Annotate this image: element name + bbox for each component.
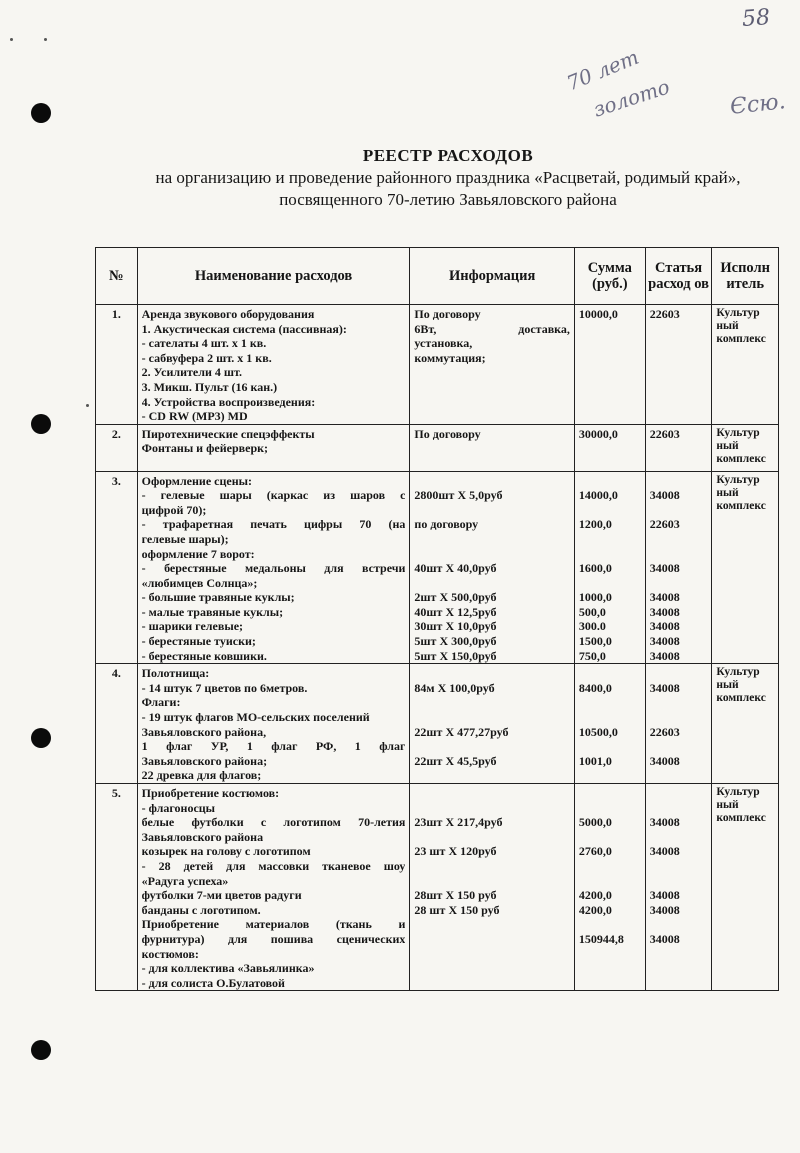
article-line bbox=[650, 380, 708, 395]
handwritten-page-number: 58 bbox=[741, 5, 771, 32]
sum-line bbox=[579, 576, 641, 591]
name-line: костюмов: bbox=[141, 946, 199, 961]
punch-hole bbox=[31, 414, 51, 434]
info-line: 2800шт Х 5,0руб bbox=[414, 488, 503, 503]
document-subtitle: посвященного 70-летию Завьяловского района bbox=[279, 190, 617, 209]
sum-line: 30000,0 bbox=[578, 426, 618, 441]
sum-line bbox=[579, 474, 641, 489]
row-number: 4. bbox=[96, 664, 138, 784]
info-line bbox=[414, 547, 570, 562]
sum-line: 4200,0 bbox=[578, 902, 612, 917]
info-line: 5шт Х 150,0руб bbox=[414, 648, 497, 663]
article-line bbox=[650, 695, 708, 710]
info-line bbox=[414, 395, 570, 410]
article-line: 34008 bbox=[649, 648, 680, 663]
info-line: 28 шт Х 150 руб bbox=[414, 902, 500, 917]
cell-name bbox=[137, 305, 410, 425]
sum-line bbox=[579, 503, 641, 518]
cell-info bbox=[410, 471, 575, 664]
article-line: 34008 bbox=[649, 844, 680, 859]
scan-speck bbox=[44, 38, 47, 41]
name-line: 4. Устройства воспроизведения: bbox=[141, 394, 316, 409]
article-line bbox=[650, 503, 708, 518]
info-line bbox=[414, 976, 570, 991]
article-line bbox=[650, 768, 708, 783]
sum-line bbox=[579, 336, 641, 351]
info-line bbox=[414, 801, 570, 816]
expense-register-table bbox=[95, 247, 779, 991]
sum-line bbox=[579, 917, 641, 932]
info-line: 40шт Х 40,0руб bbox=[414, 561, 497, 576]
sum-line bbox=[579, 859, 641, 874]
info-line: 23шт Х 217,4руб bbox=[414, 815, 503, 830]
article-line bbox=[650, 351, 708, 366]
article-line: 34008 bbox=[649, 590, 680, 605]
row-number: 5. bbox=[96, 784, 138, 991]
name-line: 3. Микш. Пульт (16 кан.) bbox=[141, 379, 278, 394]
cell-name bbox=[137, 471, 410, 664]
article-line: 34008 bbox=[649, 488, 680, 503]
sum-line: 10000,0 bbox=[578, 307, 618, 321]
info-line bbox=[414, 409, 570, 424]
table-row bbox=[96, 424, 779, 471]
cell-sum bbox=[574, 784, 645, 991]
article-line: 34008 bbox=[649, 604, 680, 619]
info-line bbox=[414, 474, 570, 489]
name-line: Фонтаны и фейерверк; bbox=[141, 441, 269, 456]
info-line bbox=[414, 666, 570, 681]
article-line bbox=[650, 859, 708, 874]
name-line: - сабвуфера 2 шт. х 1 кв. bbox=[141, 350, 272, 365]
info-line bbox=[414, 961, 570, 976]
article-line bbox=[650, 830, 708, 845]
name-line: - трафаретная печать цифры 70 (на bbox=[141, 517, 406, 532]
sum-line: 10500,0 bbox=[578, 724, 618, 739]
info-line bbox=[414, 830, 570, 845]
info-line: 2шт Х 500,0руб bbox=[414, 590, 497, 605]
cell-article bbox=[645, 784, 712, 991]
name-line: - берестяные ковшики. bbox=[141, 648, 267, 663]
sum-line: 750,0 bbox=[578, 648, 606, 663]
sum-line bbox=[579, 322, 641, 337]
name-line: Оформление сцены: bbox=[141, 473, 253, 488]
cell-info bbox=[410, 664, 575, 784]
row-number: 3. bbox=[96, 471, 138, 664]
info-line bbox=[414, 859, 570, 874]
sum-line: 1600,0 bbox=[578, 561, 612, 576]
name-line: - флагоносцы bbox=[141, 800, 216, 815]
name-line: «любимцев Солнца»; bbox=[141, 575, 258, 590]
info-line: 5шт Х 300,0руб bbox=[414, 634, 497, 649]
article-line: 34008 bbox=[649, 753, 680, 768]
name-line: Аренда звукового оборудования bbox=[141, 307, 315, 321]
name-line: - 19 штук флагов МО-сельских поселений bbox=[141, 710, 370, 725]
article-line bbox=[650, 801, 708, 816]
sum-line: 500,0 bbox=[578, 604, 606, 619]
name-line: Завьяловского района, bbox=[141, 724, 267, 739]
cell-executor: Культур ный комплекс bbox=[712, 664, 779, 784]
sum-line: 4200,0 bbox=[578, 888, 612, 903]
info-line: установка, bbox=[414, 336, 473, 351]
sum-line bbox=[579, 441, 641, 456]
info-line bbox=[414, 739, 570, 754]
name-line: - для коллектива «Завьялинка» bbox=[141, 961, 315, 976]
name-line: Приобретение костюмов: bbox=[141, 786, 280, 800]
name-line: 2. Усилители 4 шт. bbox=[141, 365, 243, 380]
sum-line bbox=[579, 768, 641, 783]
punch-hole bbox=[31, 1040, 51, 1060]
column-header-info: Информация bbox=[410, 248, 575, 305]
article-line bbox=[650, 666, 708, 681]
info-line bbox=[414, 932, 570, 947]
article-line bbox=[650, 786, 708, 801]
info-line bbox=[414, 365, 570, 380]
sum-line bbox=[579, 801, 641, 816]
sum-line: 1500,0 bbox=[578, 634, 612, 649]
name-line: Завьяловского района bbox=[141, 829, 264, 844]
name-line: гелевые шары); bbox=[141, 531, 229, 546]
article-line: 34008 bbox=[649, 815, 680, 830]
cell-info bbox=[410, 424, 575, 471]
name-line: Флаги: bbox=[141, 695, 181, 710]
row-number: 2. bbox=[96, 424, 138, 471]
article-line: 34008 bbox=[649, 680, 680, 695]
name-line: 1 флаг УР, 1 флаг РФ, 1 флаг bbox=[141, 739, 406, 754]
article-line bbox=[650, 456, 708, 471]
article-line bbox=[650, 947, 708, 962]
article-line bbox=[650, 917, 708, 932]
handwritten-note: 70 лет bbox=[563, 44, 643, 96]
cell-sum bbox=[574, 305, 645, 425]
article-line bbox=[650, 547, 708, 562]
article-line bbox=[650, 409, 708, 424]
info-line bbox=[414, 441, 570, 456]
name-line: - берестяные туиски; bbox=[141, 634, 256, 649]
article-line bbox=[650, 322, 708, 337]
sum-line bbox=[579, 380, 641, 395]
sum-line: 5000,0 bbox=[578, 815, 612, 830]
article-line bbox=[650, 874, 708, 889]
info-line bbox=[414, 576, 570, 591]
info-line bbox=[414, 786, 570, 801]
info-line: по договору bbox=[414, 517, 479, 532]
info-line: По договору bbox=[414, 426, 481, 441]
sum-line: 150944,8 bbox=[578, 931, 624, 946]
cell-article bbox=[645, 471, 712, 664]
cell-info bbox=[410, 305, 575, 425]
sum-line bbox=[579, 395, 641, 410]
sum-line bbox=[579, 976, 641, 991]
article-line bbox=[650, 441, 708, 456]
name-line: - большие травяные куклы; bbox=[141, 590, 295, 605]
table-row bbox=[96, 471, 779, 664]
info-line bbox=[414, 917, 570, 932]
scan-speck bbox=[10, 38, 13, 41]
name-line: - берестяные медальоны для встречи bbox=[141, 561, 406, 576]
cell-sum bbox=[574, 664, 645, 784]
name-line: футболки 7-ми цветов радуги bbox=[141, 888, 302, 903]
info-line bbox=[414, 380, 570, 395]
column-header-sum: Сумма (руб.) bbox=[574, 248, 645, 305]
scan-speck bbox=[86, 404, 89, 407]
info-line: 22шт Х 45,5руб bbox=[414, 753, 497, 768]
article-line: 22603 bbox=[649, 724, 680, 739]
article-line bbox=[650, 532, 708, 547]
table-row bbox=[96, 784, 779, 991]
sum-line bbox=[579, 947, 641, 962]
cell-info bbox=[410, 784, 575, 991]
sum-line bbox=[579, 695, 641, 710]
name-line: «Радуга успеха» bbox=[141, 873, 229, 888]
cell-executor: Культур ный комплекс bbox=[712, 471, 779, 664]
name-line: козырек на голову с логотипом bbox=[141, 844, 311, 859]
sum-line bbox=[579, 547, 641, 562]
name-line: - для солиста О.Булатовой bbox=[141, 975, 285, 990]
cell-sum bbox=[574, 471, 645, 664]
column-header-article: Статья расход ов bbox=[645, 248, 712, 305]
info-line: коммутация; bbox=[414, 350, 486, 365]
sum-line: 8400,0 bbox=[578, 680, 612, 695]
cell-executor: Культур ный комплекс bbox=[712, 424, 779, 471]
sum-line: 300.0 bbox=[578, 619, 606, 634]
info-line: 23 шт Х 120руб bbox=[414, 844, 497, 859]
name-line: - CD RW (MP3) MD bbox=[141, 409, 248, 424]
document-subtitle: на организацию и проведение районного праздника «Расцветай, родимый край», bbox=[155, 168, 741, 187]
info-line: 6Вт, доставка, bbox=[414, 321, 570, 336]
punch-hole bbox=[31, 728, 51, 748]
name-line: белые футболки с логотипом 70-летия bbox=[141, 815, 406, 830]
handwritten-note: Єсю. bbox=[728, 89, 787, 120]
article-line: 34008 bbox=[649, 619, 680, 634]
name-line: - 28 детей для массовки тканевое шоу bbox=[141, 858, 406, 873]
article-line: 34008 bbox=[649, 561, 680, 576]
column-header-number: № bbox=[96, 248, 138, 305]
punch-hole bbox=[31, 103, 51, 123]
article-line bbox=[650, 336, 708, 351]
info-line: 30шт Х 10,0руб bbox=[414, 619, 497, 634]
sum-line bbox=[579, 710, 641, 725]
name-line: оформление 7 ворот: bbox=[141, 546, 255, 561]
sum-line bbox=[579, 365, 641, 380]
cell-article bbox=[645, 305, 712, 425]
article-line: 34008 bbox=[649, 931, 680, 946]
article-line bbox=[650, 395, 708, 410]
table-header-row bbox=[96, 248, 779, 305]
cell-name bbox=[137, 664, 410, 784]
info-line: 84м Х 100,0руб bbox=[414, 680, 495, 695]
cell-name bbox=[137, 424, 410, 471]
name-line: Приобретение материалов (ткань и bbox=[141, 917, 406, 932]
sum-line: 1000,0 bbox=[578, 590, 612, 605]
article-line bbox=[650, 710, 708, 725]
cell-article bbox=[645, 664, 712, 784]
sum-line bbox=[579, 351, 641, 366]
cell-sum bbox=[574, 424, 645, 471]
name-line: Пиротехнические спецэффекты bbox=[141, 426, 315, 441]
cell-name bbox=[137, 784, 410, 991]
sum-line: 2760,0 bbox=[578, 844, 612, 859]
article-line: 22603 bbox=[649, 307, 680, 321]
handwritten-note: золото bbox=[590, 74, 673, 122]
document-title: РЕЕСТР РАСХОДОВ bbox=[362, 146, 534, 165]
cell-executor: Культур ный комплекс bbox=[712, 784, 779, 991]
name-line: Полотнища: bbox=[141, 666, 210, 681]
cell-article bbox=[645, 424, 712, 471]
sum-line: 1200,0 bbox=[578, 517, 612, 532]
sum-line bbox=[579, 532, 641, 547]
sum-line bbox=[579, 456, 641, 471]
article-line bbox=[650, 576, 708, 591]
article-line: 22603 bbox=[649, 426, 680, 441]
table-row bbox=[96, 664, 779, 784]
sum-line bbox=[579, 961, 641, 976]
sum-line: 14000,0 bbox=[578, 488, 618, 503]
info-line: 28шт Х 150 руб bbox=[414, 888, 497, 903]
article-line bbox=[650, 365, 708, 380]
article-line: 22603 bbox=[649, 517, 680, 532]
table-row bbox=[96, 305, 779, 425]
name-line: - малые травяные куклы; bbox=[141, 604, 284, 619]
name-line: фурнитура) для пошива сценических bbox=[141, 931, 406, 946]
name-line: - шарики гелевые; bbox=[141, 619, 244, 634]
name-line bbox=[142, 456, 406, 471]
name-line: 22 древка для флагов; bbox=[141, 768, 262, 783]
info-line bbox=[414, 947, 570, 962]
article-line: 34008 bbox=[649, 902, 680, 917]
article-line: 34008 bbox=[649, 888, 680, 903]
sum-line bbox=[579, 830, 641, 845]
info-line: 22шт Х 477,27руб bbox=[414, 724, 509, 739]
name-line: - сателаты 4 шт. х 1 кв. bbox=[141, 336, 267, 351]
name-line: Завьяловского района; bbox=[141, 753, 268, 768]
name-line: - 14 штук 7 цветов по 6метров. bbox=[141, 680, 308, 695]
sum-line bbox=[579, 786, 641, 801]
name-line: банданы с логотипом. bbox=[141, 902, 261, 917]
info-line bbox=[414, 695, 570, 710]
article-line bbox=[650, 739, 708, 754]
sum-line bbox=[579, 409, 641, 424]
name-line: 1. Акустическая система (пассивная): bbox=[141, 321, 347, 336]
info-line bbox=[414, 456, 570, 471]
article-line bbox=[650, 961, 708, 976]
article-line bbox=[650, 976, 708, 991]
info-line: По договору bbox=[414, 307, 481, 321]
sum-line bbox=[579, 739, 641, 754]
column-header-executor: Исполн итель bbox=[712, 248, 779, 305]
sum-line bbox=[579, 874, 641, 889]
column-header-name: Наименование расходов bbox=[137, 248, 410, 305]
sum-line: 1001,0 bbox=[578, 753, 612, 768]
info-line: 40шт Х 12,5руб bbox=[414, 604, 497, 619]
info-line bbox=[414, 503, 570, 518]
sum-line bbox=[579, 666, 641, 681]
cell-executor: Культур ный комплекс bbox=[712, 305, 779, 425]
info-line bbox=[414, 532, 570, 547]
article-line bbox=[650, 474, 708, 489]
info-line bbox=[414, 768, 570, 783]
info-line bbox=[414, 710, 570, 725]
name-line: - гелевые шары (каркас из шаров с bbox=[141, 488, 406, 503]
article-line: 34008 bbox=[649, 634, 680, 649]
info-line bbox=[414, 874, 570, 889]
name-line: цифрой 70); bbox=[141, 502, 207, 517]
row-number: 1. bbox=[96, 305, 138, 425]
